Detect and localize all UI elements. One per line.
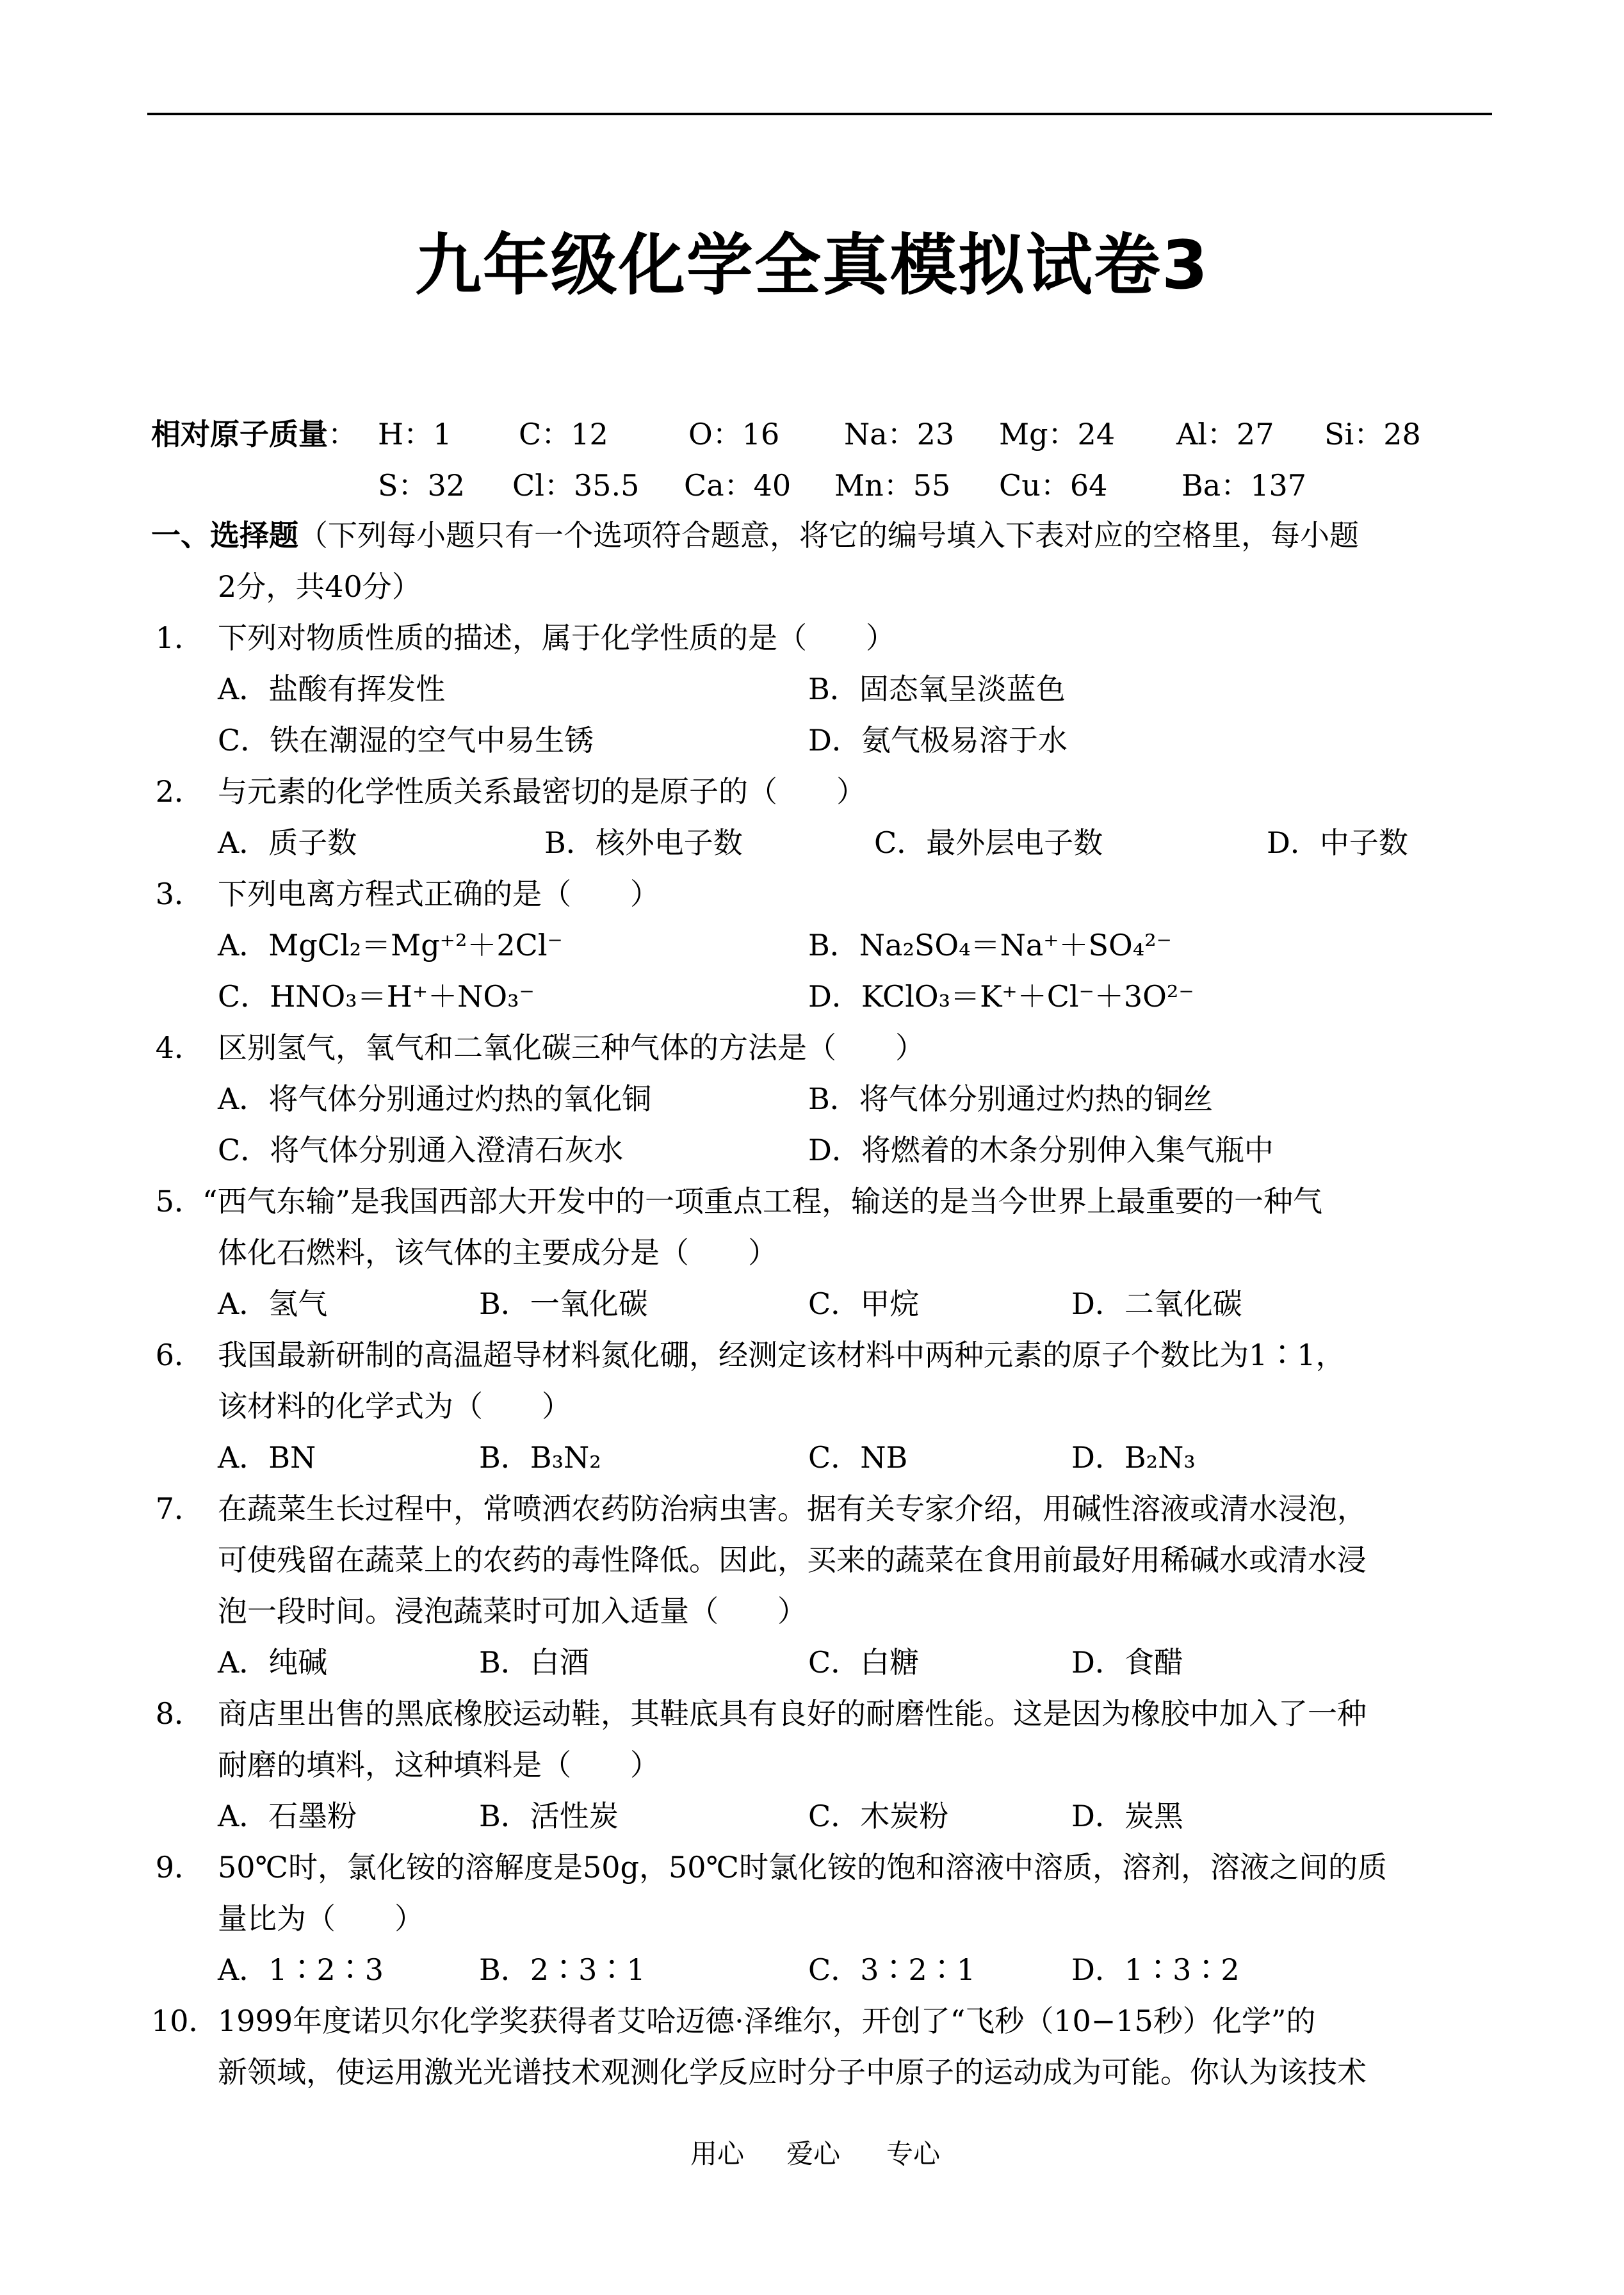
q4-option-c: C．将气体分别通入澄清石灰水: [218, 1133, 624, 1167]
footer-text-1: 用心: [690, 2138, 745, 2169]
q4-stem: 区别氢气，氧气和二氧化碳三种气体的方法是（ ）: [218, 1030, 925, 1065]
mass-ba: Ba：137: [1181, 468, 1307, 503]
q6-option-d: D．B₂N₃: [1071, 1440, 1196, 1475]
q3-number: 3．: [155, 877, 204, 911]
q9-option-b: B．2∶3∶1: [479, 1952, 646, 1987]
q1-option-d: D．氨气极易溶于水: [808, 723, 1068, 758]
q7-option-b: B．白酒: [479, 1645, 589, 1680]
q2-stem: 与元素的化学性质关系最密切的是原子的（ ）: [218, 774, 866, 809]
footer-text-2: 爱心: [786, 2138, 841, 2169]
q10-stem-line1: 1999年度诺贝尔化学奖获得者艾哈迈德·泽维尔，开创了“飞秒（10−15秒）化学”的: [218, 2004, 1316, 2038]
q7-option-d: D．食醋: [1071, 1645, 1183, 1680]
q4-option-b: B．将气体分别通过灼热的铜丝: [808, 1082, 1213, 1116]
q1-stem: 下列对物质性质的描述，属于化学性质的是（ ）: [218, 620, 895, 655]
mass-na: Na：23: [844, 417, 955, 451]
q1-option-b: B．固态氧呈淡蓝色: [808, 672, 1066, 706]
mass-s: S：32: [378, 468, 466, 503]
mass-cl: Cl：35.5: [512, 468, 640, 503]
q1-option-a: A．盐酸有挥发性: [218, 672, 446, 706]
q5-number: 5．: [155, 1184, 204, 1219]
q7-option-c: C．白糖: [808, 1645, 920, 1680]
q10-stem-line2: 新领域，使运用激光光谱技术观测化学反应时分子中原子的运动成为可能。你认为该技术: [218, 2055, 1367, 2089]
q6-option-c: C．NB: [808, 1440, 908, 1475]
q2-option-c: C．最外层电子数: [874, 825, 1103, 860]
q8-option-c: C．木炭粉: [808, 1799, 949, 1833]
mass-cu: Cu：64: [999, 468, 1108, 503]
q2-number: 2．: [155, 774, 204, 809]
q8-option-b: B．活性炭: [479, 1799, 619, 1833]
q7-stem-line2: 可使残留在蔬菜上的农药的毒性降低。因此，买来的蔬菜在食用前最好用稀碱水或清水浸: [218, 1543, 1367, 1577]
q3-stem: 下列电离方程式正确的是（ ）: [218, 877, 660, 911]
q4-option-a: A．将气体分别通过灼热的氧化铜: [218, 1082, 652, 1116]
section-desc-cont: 2分，共40分）: [218, 569, 421, 604]
mass-c: C：12: [519, 417, 608, 451]
q6-option-b: B．B₃N₂: [479, 1440, 601, 1475]
q7-option-a: A．纯碱: [218, 1645, 328, 1680]
q3-option-b: B．Na₂SO₄＝Na⁺＋SO₄²⁻: [808, 928, 1172, 962]
q9-option-c: C．3∶2∶1: [808, 1952, 975, 1987]
q8-stem-line2: 耐磨的填料，这种填料是（ ）: [218, 1748, 660, 1782]
q8-option-a: A．石墨粉: [218, 1799, 357, 1833]
q8-number: 8．: [155, 1696, 204, 1731]
masses-label: 相对原子质量：: [151, 417, 357, 451]
q2-option-d: D．中子数: [1267, 825, 1408, 860]
q1-number: 1．: [155, 620, 204, 655]
page-title: 九年级化学全真模拟试卷3: [414, 226, 1210, 304]
mass-h: H：1: [378, 417, 452, 451]
header-rule: [147, 113, 1492, 115]
q9-stem-line2: 量比为（ ）: [218, 1901, 424, 1936]
q3-option-c: C．HNO₃＝H⁺＋NO₃⁻: [218, 979, 535, 1014]
q10-number: 10．: [151, 2004, 218, 2038]
q8-stem-line1: 商店里出售的黑底橡胶运动鞋，其鞋底具有良好的耐磨性能。这是因为橡胶中加入了一种: [218, 1696, 1367, 1731]
q5-stem-line1: “西气东输”是我国西部大开发中的一项重点工程，输送的是当今世界上最重要的一种气: [202, 1184, 1323, 1219]
q7-stem-line3: 泡一段时间。浸泡蔬菜时可加入适量（ ）: [218, 1594, 807, 1628]
q7-number: 7．: [155, 1491, 204, 1526]
q7-stem-line1: 在蔬菜生长过程中，常喷洒农药防治病虫害。据有关专家介绍，用碱性溶液或清水浸泡，: [218, 1491, 1367, 1526]
q3-option-d: D．KClO₃＝K⁺＋Cl⁻＋3O²⁻: [808, 979, 1194, 1014]
q9-stem-line1: 50℃时，氯化铵的溶解度是50g，50℃时氯化铵的饱和溶液中溶质，溶剂，溶液之间的质: [218, 1850, 1387, 1885]
q9-option-a: A．1∶2∶3: [218, 1952, 384, 1987]
q5-option-d: D．二氧化碳: [1071, 1286, 1242, 1321]
footer-text-3: 专心: [886, 2138, 941, 2169]
section-heading: 一、选择题（下列每小题只有一个选项符合题意，将它的编号填入下表对应的空格里，每小题: [151, 518, 1359, 553]
mass-mg: Mg：24: [999, 417, 1116, 451]
q5-option-a: A．氢气: [218, 1286, 328, 1321]
q5-option-c: C．甲烷: [808, 1286, 920, 1321]
q2-option-b: B．核外电子数: [544, 825, 743, 860]
q5-stem-line2: 体化石燃料，该气体的主要成分是（ ）: [218, 1235, 777, 1270]
q4-option-d: D．将燃着的木条分别伸入集气瓶中: [808, 1133, 1274, 1167]
mass-si: Si：28: [1324, 417, 1421, 451]
q9-number: 9．: [155, 1850, 204, 1885]
q9-option-d: D．1∶3∶2: [1071, 1952, 1240, 1987]
q5-option-b: B．一氧化碳: [479, 1286, 648, 1321]
q6-stem-line2: 该材料的化学式为（ ）: [218, 1389, 571, 1423]
q1-option-c: C．铁在潮湿的空气中易生锈: [218, 723, 594, 758]
q2-option-a: A．质子数: [218, 825, 357, 860]
q6-option-a: A．BN: [218, 1440, 316, 1475]
mass-o: O：16: [688, 417, 780, 451]
q6-stem-line1: 我国最新研制的高温超导材料氮化硼，经测定该材料中两种元素的原子个数比为1∶1，: [218, 1338, 1345, 1372]
mass-mn: Mn：55: [834, 468, 951, 503]
q8-option-d: D．炭黑: [1071, 1799, 1183, 1833]
mass-ca: Ca：40: [684, 468, 792, 503]
q3-option-a: A．MgCl₂＝Mg⁺²＋2Cl⁻: [218, 928, 563, 962]
q4-number: 4．: [155, 1030, 204, 1065]
mass-al: Al：27: [1176, 417, 1274, 451]
q6-number: 6．: [155, 1338, 204, 1372]
